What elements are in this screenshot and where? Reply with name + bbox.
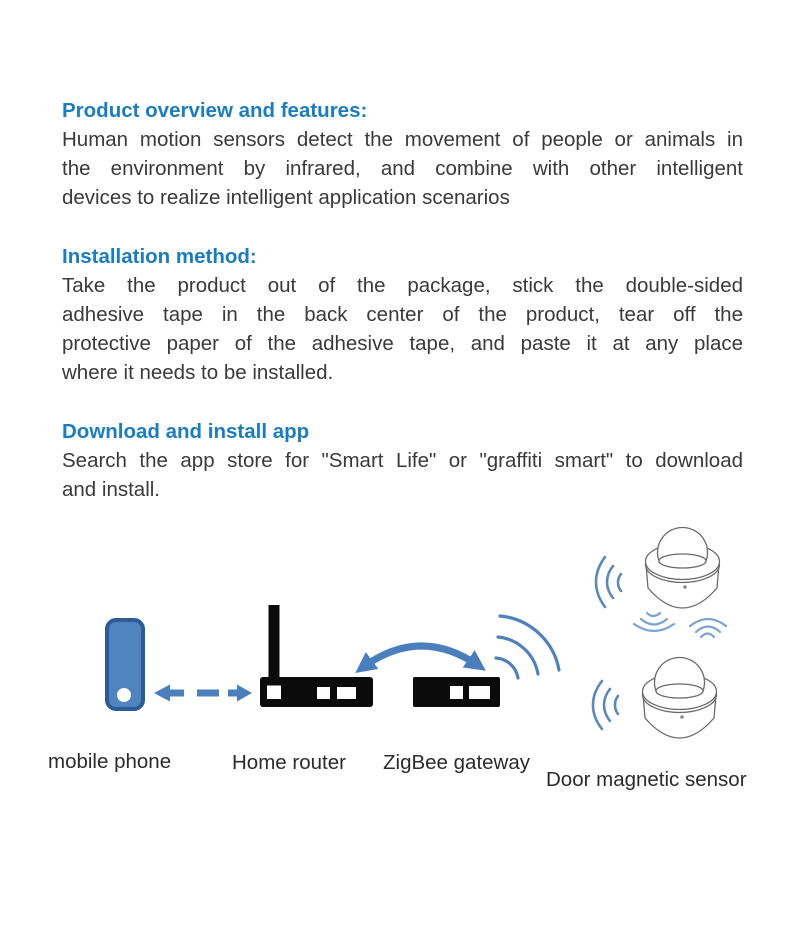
body-text-line: devices to realize intelligent application scenarios — [62, 186, 510, 209]
wifi-signal-icon — [634, 613, 674, 631]
section-heading: Installation method: — [62, 245, 257, 268]
section-heading: Product overview and features: — [62, 99, 368, 122]
body-text-line: Take the product out of the package, stick the double-sided — [62, 274, 743, 297]
curved-bidirectional-arrow-icon — [362, 646, 479, 668]
motion-sensor-icon — [646, 527, 720, 608]
body-text-line: and install. — [62, 478, 161, 501]
body-text-line: Search the app store for "Smart Life" or "graffiti smart" to download — [62, 449, 743, 472]
home-router-icon — [260, 605, 373, 707]
section-installation-method — [62, 242, 743, 387]
motion-sensor-icon — [643, 657, 717, 738]
dashed-bidirectional-arrow-icon — [154, 685, 252, 702]
label-mobile-phone: mobile phone — [48, 750, 172, 773]
section-heading: Download and install app — [62, 420, 310, 443]
label-home-router: Home router — [232, 751, 346, 774]
body-text-line: the environment by infrared, and combine with other intelligent — [62, 157, 743, 180]
wifi-signal-icon — [593, 681, 618, 729]
body-text-line: protective paper of the adhesive tape, and paste it at any place — [62, 332, 743, 355]
section-download-app — [62, 417, 743, 504]
wifi-signal-icon — [496, 616, 559, 678]
mobile-phone-icon — [107, 620, 143, 709]
wifi-signal-icon — [596, 557, 621, 607]
label-door-magnetic-sensor: Door magnetic sensor — [546, 768, 747, 791]
body-text-line: where it needs to be installed. — [62, 361, 334, 384]
label-zigbee-gateway: ZigBee gateway — [383, 751, 531, 774]
zigbee-gateway-icon — [413, 677, 500, 707]
body-text-line: Human motion sensors detect the movement of people or animals in — [62, 128, 743, 151]
wifi-signal-icon — [690, 619, 726, 637]
body-text-line: adhesive tape in the back center of the product, tear off the — [62, 303, 743, 326]
network-diagram — [0, 520, 800, 830]
section-product-overview — [62, 96, 743, 212]
